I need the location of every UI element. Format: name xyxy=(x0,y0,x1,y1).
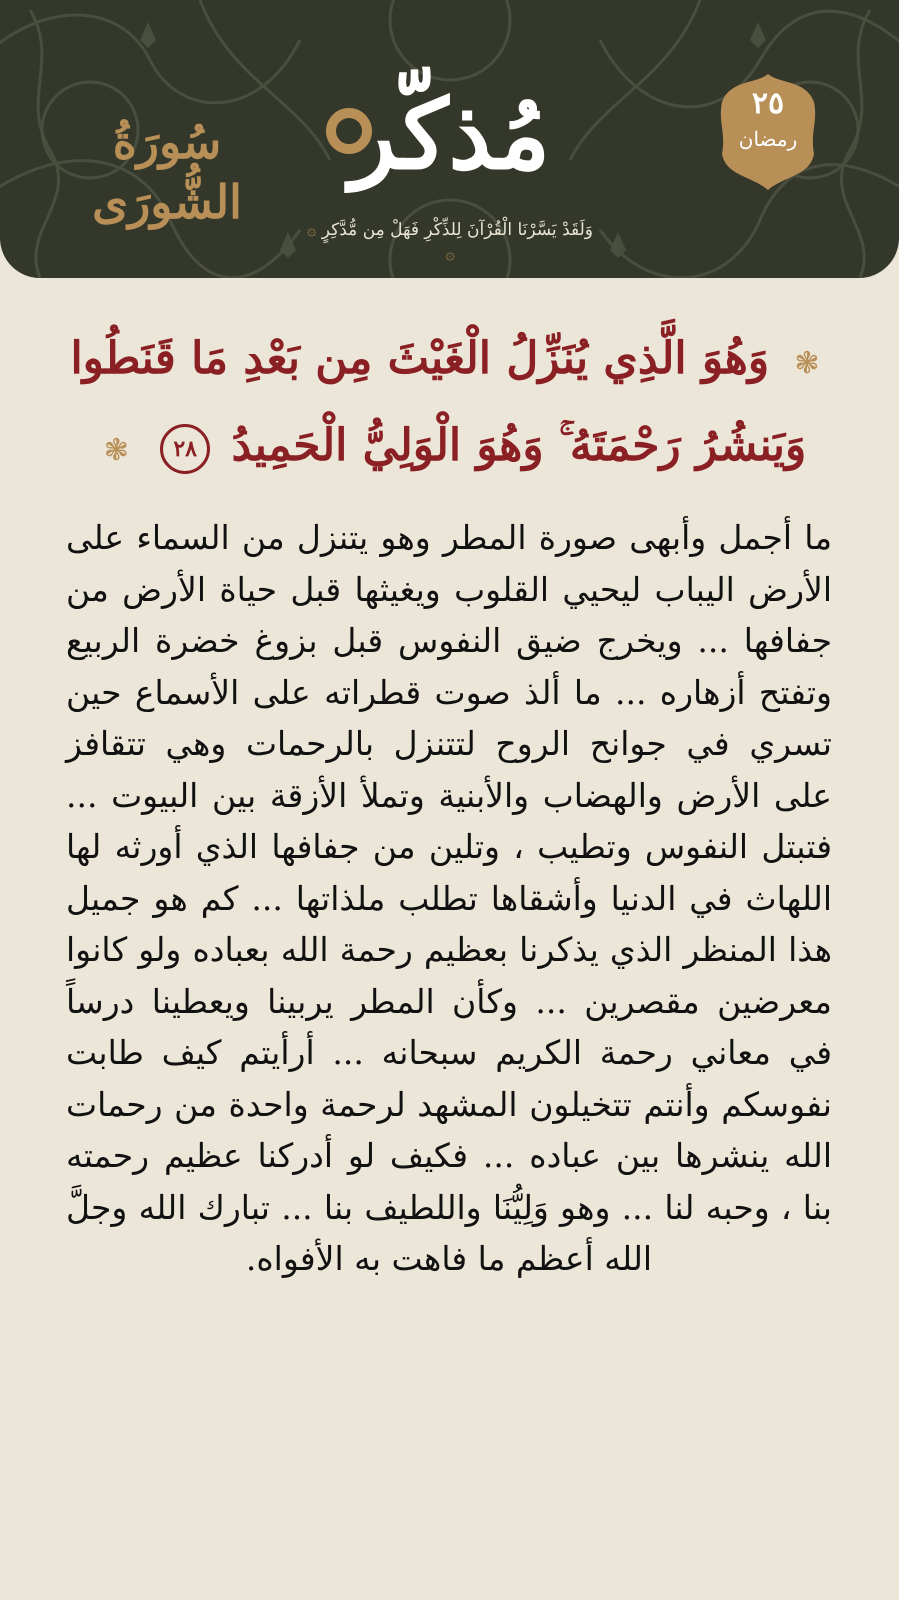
verse-ornament-open-icon: ❃ xyxy=(794,346,820,381)
logo-ring-icon xyxy=(326,108,372,154)
tagline xyxy=(300,218,600,266)
day-badge xyxy=(718,72,818,192)
app-logo: مُذكّر xyxy=(349,78,551,191)
ayah-number: ٢٨ xyxy=(160,424,210,474)
surah-name: سُورَةُ الشُّورَى xyxy=(92,115,242,229)
tagline-text: وَلَقَدْ يَسَّرْنَا الْقُرْآنَ لِلذِّكْرِ فَهَلْ مِن مُّدَّكِرٍ xyxy=(321,220,593,240)
header xyxy=(0,0,899,278)
ornament-left-icon: ۞ xyxy=(307,220,317,239)
ornament-right-icon: ۞ xyxy=(445,244,455,263)
quran-verse xyxy=(60,318,840,492)
day-number: ٢٥ xyxy=(751,86,785,121)
verse-text: وَهُوَ الَّذِي يُنَزِّلُ الْغَيْثَ مِن بَعْدِ مَا قَنَطُوا وَيَنشُرُ رَحْمَتَهُ ۚ وَهُوَ الْوَلِيُّ الْحَمِيدُ xyxy=(70,333,807,471)
verse-ornament-close-icon: ❃ xyxy=(103,433,129,468)
commentary-text: ما أجمل وأبهى صورة المطر وهو يتنزل من السماء على الأرض اليباب ليحيي القلوب ويغيثها قبل حياة الأرض من جفافها ... ويخرج ضيق النفوس قبل بزوغ خضرة الربيع وتفتح أزهاره ... ما ألذ صوت قطراته على الأسماع حين تسري في جوانح الروح لتتنزل بالرحمات وهي تتقافز على الأرض والهضاب والأبنية وتملأ الأزقة بين البيوت ... فتبتل النفوس وتطيب ، وتلين من جفافها الذي أورثه لها اللهاث في الدنيا وأشقاها تطلب ملذاتها ... كم هو جميل هذا المنظر الذي يذكرنا بعظيم رحمة الله بعباده ولو كانوا معرضين مقصرين ... وكأن المطر يربينا ويعطينا درساً في معاني رحمة الكريم سبحانه ... أرأيتم كيف طابت نفوسكم وأنتم تتخيلون المشهد لرحمة واحدة من رحمات الله ينشرها بين عباده ... فكيف لو أدركنا عظيم رحمته بنا ، وحبه لنا ... وهو وَلِيُّنَا واللطيف بنا ... تبارك الله وجلَّ الله أعظم ما فاهت به الأفواه. xyxy=(66,518,832,1278)
day-month: رمضان xyxy=(738,127,798,151)
